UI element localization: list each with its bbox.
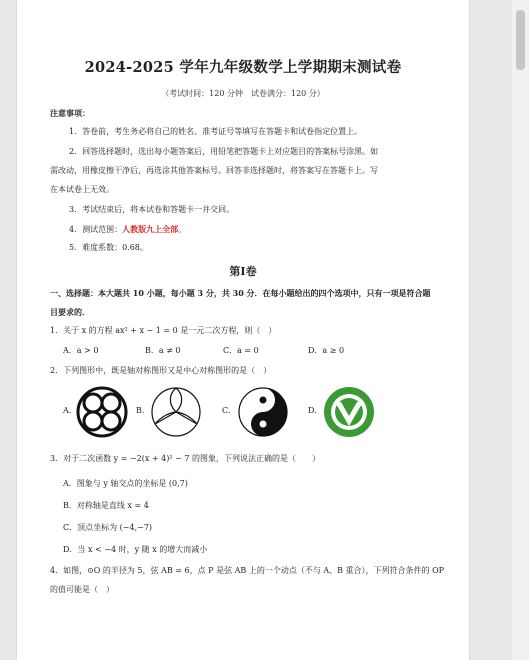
question-3-option-a: A．图象与 y 轴交点的坐标是 (0,7) <box>63 479 188 488</box>
question-1-option-a: A．a > 0 <box>63 346 99 355</box>
yin-yang-figure <box>234 385 292 439</box>
exam-info: （考试时间：120 分钟 试卷满分：120 分） <box>161 89 325 98</box>
page-title: 2024-2025 学年九年级数学上学期期末测试卷 <box>84 59 402 76</box>
question-1-option-b: B．a ≠ 0 <box>145 346 181 355</box>
question-3-stem: 3．对于二次函数 y = −2(x + 4)² − 7 的图象，下列说法正确的是（ ） <box>50 454 320 463</box>
question-2-option-d-label: D． <box>308 406 323 415</box>
part1-instructions-line-2: 目要求的． <box>50 307 90 317</box>
question-1-option-c: C．a = 0 <box>223 346 259 355</box>
question-1-stem: 1．关于 x 的方程 ax² + x − 1 = 0 是一元二次方程，则（ ） <box>50 326 277 335</box>
notice-item-3: 3．考试结束后，将本试卷和答题卡一并交回。 <box>69 205 235 214</box>
four-petal-knot-figure <box>73 385 131 439</box>
question-4-stem-line-2: 的值可能是（ ） <box>50 585 114 594</box>
document-page <box>17 0 469 660</box>
notice-item-2-line-1: 2．回答选择题时，选出每小题答案后，用铅笔把答题卡上对应题目的答案标号涂黑。如 <box>69 147 379 156</box>
question-2-option-c-label: C． <box>222 406 237 415</box>
part1-instructions-line-1: 一、选择题：本大题共 10 小题，每小题 3 分，共 30 分．在每小题给出的四个选项中，只有一项是符合题 <box>50 288 431 298</box>
three-leaf-circle-figure <box>147 385 205 439</box>
notice-item-2-line-2: 需改动，用橡皮擦干净后，再选涂其他答案标号。回答非选择题时，将答案写在答题卡上。写 <box>50 166 378 175</box>
question-3-option-c: C．顶点坐标为 (−4,−7) <box>63 523 153 532</box>
notice-heading: 注意事项： <box>50 108 90 118</box>
section-title: 第Ⅰ卷 <box>229 265 257 278</box>
question-4-stem-line-1: 4．如图，⊙O 的半径为 5，弦 AB = 6，点 P 是弦 AB 上的一个动点（不与 A、B 重合），下列符合条件的 OP <box>50 566 445 575</box>
question-2-stem: 2．下列图形中，既是轴对称图形又是中心对称图形的是（ ） <box>50 366 272 375</box>
test-scope: 人教版九上全部 <box>122 224 179 234</box>
green-shield-logo-figure <box>321 385 377 439</box>
notice-item-2-line-3: 在本试卷上无效。 <box>50 185 114 194</box>
notice-item-4 <box>69 224 186 235</box>
question-2-option-b-label: B． <box>136 406 150 415</box>
notice-item-1: 1．答卷前，考生务必将自己的姓名、准考证号等填写在答题卡和试卷指定位置上。 <box>69 127 363 136</box>
question-3-option-d: D．当 x < −4 时，y 随 x 的增大而减小 <box>63 545 208 554</box>
question-2-option-a-label: A． <box>63 406 77 415</box>
scrollbar-thumb[interactable] <box>516 10 525 70</box>
question-3-option-b: B．对称轴是直线 x = 4 <box>63 501 149 510</box>
notice-item-4-suffix: 。 <box>178 225 187 234</box>
notice-item-4-prefix: 4．测试范围： <box>69 225 123 234</box>
question-1-option-d: D．a ≥ 0 <box>308 346 345 355</box>
vertical-scrollbar[interactable] <box>512 0 529 660</box>
notice-item-5: 5．难度系数：0.68。 <box>69 243 148 252</box>
